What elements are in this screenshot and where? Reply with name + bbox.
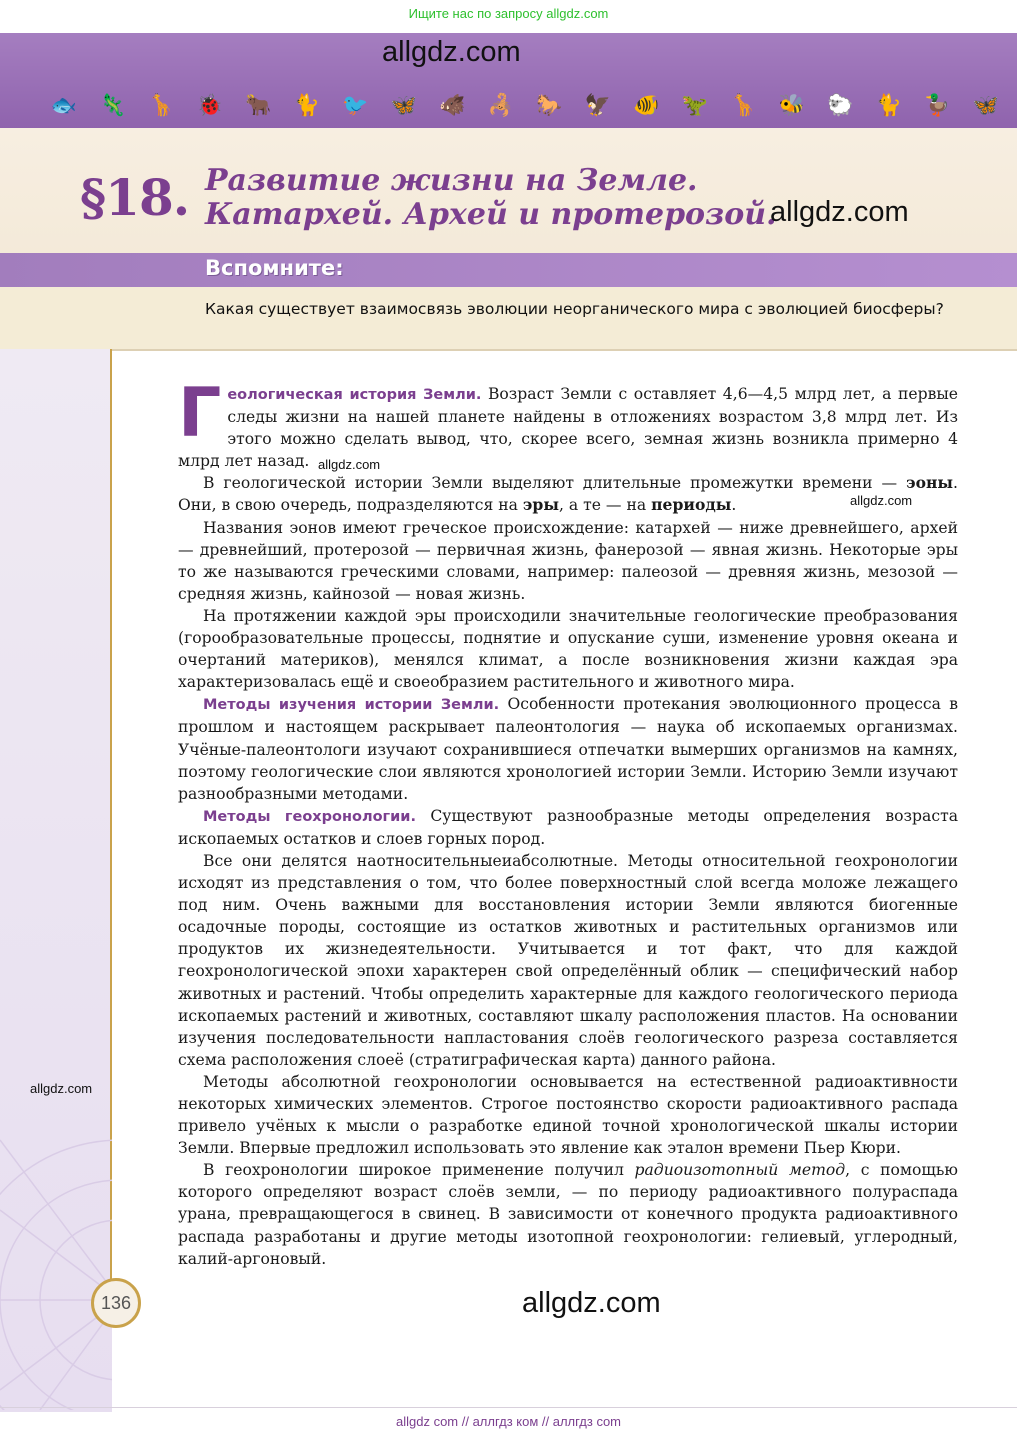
- animal-silhouette-row: [50, 90, 1000, 120]
- section-heading-study-methods: Методы изучения истории Земли.: [203, 697, 500, 714]
- paragraph-text: . Они, в свою очередь, подразделяются на: [178, 474, 958, 515]
- term-eons: эоны: [906, 473, 954, 493]
- recall-question: Какая существует взаимосвязь эволюции неорганического мира с эволюцией биосферы?: [205, 300, 944, 318]
- chapter-title-line-2: Катархей. Архей и протерозой.: [205, 197, 777, 232]
- animal-icon: 🦂: [487, 92, 514, 117]
- paragraph-era-changes: На протяжении каждой эры происходили значительные геологические преобразования (горообразовательные процессы, поднятие и опускание суши, изменение уровня океана и очертаний материков), менялся климат, а после возникновения жизни каждая эра характеризовалась ещё и своеобразием растительного и животного мира.: [178, 606, 958, 692]
- animal-icon: 🐟: [50, 92, 78, 117]
- drop-cap: Г: [178, 374, 222, 453]
- page-number: 136: [91, 1278, 141, 1328]
- paragraph-text: Особенности протекания эволюционного процесса в прошлом и настоящем раскрывает палеонтология — наука об ископаемых организмах. Учёные-палеонтологи изучают сохранившиеся отпечатки вымерших организмов на камнях, поэтому геологические слои являются хронологией истории Земли. Историю Земли изучают разнообразными методами.: [178, 695, 958, 803]
- animal-icon: 🦒: [730, 92, 757, 117]
- animal-icon: 🦅: [584, 92, 611, 117]
- paragraph-text: Существуют разнообразные методы определения возраста ископаемых остатков и слоев горных пород.: [178, 806, 958, 848]
- animal-icon: 🦋: [390, 92, 417, 117]
- recall-bar: [0, 253, 1017, 287]
- top-search-note: Ищите нас по запросу allgdz.com: [408, 6, 609, 21]
- footer-divider: [0, 1407, 1017, 1408]
- animal-icon: 🐈: [293, 92, 320, 117]
- animal-icon: 🐈: [875, 92, 902, 117]
- animal-icon: 🐂: [244, 92, 272, 117]
- chapter-title-line-1: Развитие жизни на Земле.: [205, 163, 698, 198]
- term-radioisotope-method: радиоизотопный метод: [634, 1161, 846, 1180]
- animal-icon: 🐗: [439, 92, 466, 117]
- animal-icon: 🦎: [99, 92, 126, 117]
- animal-icon: 🐠: [633, 92, 660, 117]
- paragraph-text: В геохронологии широкое применение получил: [203, 1161, 635, 1180]
- watermark-title: allgdz.com: [770, 196, 909, 228]
- animal-icon: 🦆: [924, 92, 951, 117]
- footer-watermark: allgdz com // аллгдз ком // аллгдз com: [395, 1414, 622, 1429]
- paragraph-radioisotope-method: [178, 1159, 958, 1269]
- paragraph-text: , а те — на: [558, 496, 652, 515]
- paragraph-text: .: [731, 496, 737, 515]
- paragraph-eon-names: Названия эонов имеют греческое происхождение: катархей — ниже древнейшего, архей — древнейший, протерозой — первичная жизнь, фанерозой — явная жизнь. Некоторые эры то же называются греческими словами, например: палеозой — древняя жизнь, мезозой — средняя жизнь, кайнозой — новая жизнь.: [178, 518, 958, 603]
- recall-label: Вспомните:: [205, 256, 344, 280]
- watermark-inline-1: allgdz.com: [318, 457, 381, 472]
- paragraph-geochronology: [178, 805, 958, 850]
- animal-icon: 🐑: [827, 92, 854, 117]
- paragraph-eons: [178, 472, 958, 516]
- paragraph-number: §18.: [80, 168, 190, 227]
- animal-icon: 🐞: [196, 92, 223, 117]
- compass-decoration-icon: [0, 1080, 112, 1410]
- paragraph-text: В геологической истории Земли выделяют длительные промежутки времени —: [203, 474, 907, 493]
- paragraph-text: , с помощью которого определяют возраст слоёв земли, — по периоду радиоактивного полураспада урана, превращающегося в свинец. В зависимости от конечного продукта радиоактивного распада разработаны и другие методы изотопной геохронологии: гелиевый, углеродный, калий-аргоновый.: [178, 1161, 958, 1268]
- term-periods: периоды: [651, 495, 732, 515]
- watermark-bottom: allgdz.com: [522, 1287, 661, 1319]
- animal-icon: 🐎: [536, 92, 563, 117]
- animal-icon: 🦋: [972, 92, 999, 117]
- animal-icon: 🦒: [147, 92, 175, 117]
- animal-icon: 🐝: [778, 92, 805, 117]
- watermark-banner: allgdz.com: [382, 36, 521, 68]
- term-eras: эры: [522, 495, 559, 515]
- paragraph-absolute-methods: Методы абсолютной геохронологии основывается на естественной радиоактивности некоторых химических элементов. Строгое постоянство скорости радиоактивного распада привело учёных к мысли о разработке единой точной хронологической шкалы истории Земли. Впервые предложил использовать это явление как эталон времени Пьер Кюри.: [178, 1072, 958, 1158]
- section-heading-geological-history: еологическая история Земли.: [227, 387, 482, 403]
- watermark-inline-2: allgdz.com: [850, 493, 913, 508]
- animal-icon: 🦖: [681, 92, 708, 117]
- paragraph-text: Возраст Земли с оставляет 4,6—4,5 млрд лет, а первые следы жизни на нашей планете найдены в отложениях возрастом 3,8 млрд лет. Из этого можно сделать вывод, что, скорее всего, земная жизнь возникла примерно 4 млрд лет назад.: [178, 385, 958, 471]
- paragraph-study-methods: [178, 693, 958, 804]
- animal-icon: 🐦: [342, 92, 369, 117]
- paragraph-relative-methods: Все они делятся наотносительныеиабсолютные. Методы относительной геохронологии исходят из представления о том, что более поверхностный слой всегда моложе лежащего под ним. Очень важными для восстановления истории Земли являются биогенные осадочные породы, состоящие из остатков животных и растительных организмов или продуктов их жизнедеятельности. Учитывается и тот факт, что для каждой геохронологической эпохи характерен свой определённый облик — специфический набор животных и растений. Чтобы определить характерные для каждого геологического периода ископаемых растений и животных, составляют шкалу расположения пластов. На основании изучения последовательности напластования слоёв геологического разреза составляется схема расположения слоеё (стратиграфическая карта) данного района.: [178, 851, 958, 1069]
- paragraph-geological-history: [178, 374, 958, 472]
- watermark-sidebar: allgdz.com: [30, 1081, 93, 1096]
- section-heading-geochronology: Методы геохронологии.: [203, 808, 416, 825]
- body-text: [178, 374, 958, 1270]
